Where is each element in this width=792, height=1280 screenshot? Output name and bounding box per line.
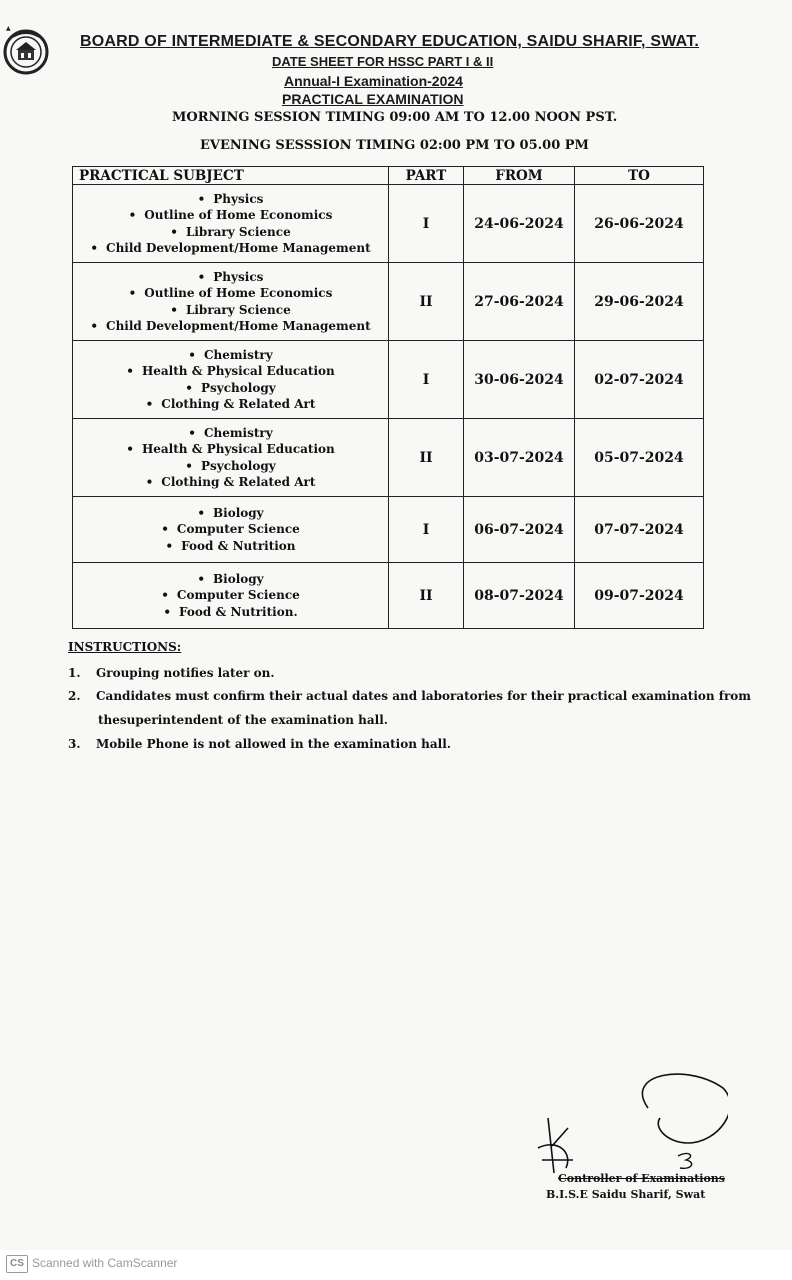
camscanner-logo-icon: CS — [6, 1255, 28, 1273]
scanner-footer — [0, 1250, 792, 1280]
instruction-number: 1. — [68, 666, 81, 680]
subject-list — [73, 425, 388, 491]
subject-item: • Child Development/Home Management — [73, 240, 388, 257]
instructions-heading: INSTRUCTIONS: — [68, 640, 182, 654]
signatory-title: Controller of Examinations — [558, 1172, 725, 1185]
subject-item: • Outline of Home Economics — [73, 207, 388, 224]
subject-item: • Child Development/Home Management — [73, 318, 388, 335]
instruction-number: 3. — [68, 737, 81, 751]
instruction-text: Mobile Phone is not allowed in the examination hall. — [96, 737, 451, 751]
subject-item: • Clothing & Related Art — [73, 396, 388, 413]
table-row — [73, 497, 704, 563]
subject-item: • Computer Science — [73, 587, 388, 604]
to-date-cell: 07-07-2024 — [575, 497, 704, 563]
scanner-watermark-text: Scanned with CamScanner — [32, 1256, 178, 1270]
subject-list — [73, 269, 388, 335]
table-row — [73, 185, 704, 263]
subject-cell — [73, 497, 389, 563]
controller-signature — [528, 1068, 728, 1178]
subject-item: • Health & Physical Education — [73, 363, 388, 380]
to-date-cell: 09-07-2024 — [575, 563, 704, 629]
subject-list — [73, 571, 388, 621]
subject-item: • Chemistry — [73, 347, 388, 364]
column-header-subject: PRACTICAL SUBJECT — [73, 167, 389, 185]
subject-list — [73, 347, 388, 413]
column-header-from: FROM — [464, 167, 575, 185]
part-cell: I — [389, 497, 464, 563]
subject-cell — [73, 185, 389, 263]
subject-item: • Food & Nutrition. — [73, 604, 388, 621]
to-date-cell: 02-07-2024 — [575, 341, 704, 419]
subject-item: • Psychology — [73, 458, 388, 475]
table-row — [73, 419, 704, 497]
subject-item: • Library Science — [73, 302, 388, 319]
part-cell: I — [389, 341, 464, 419]
to-date-cell: 26-06-2024 — [575, 185, 704, 263]
instruction-number: 2. — [68, 689, 81, 703]
from-date-cell: 30-06-2024 — [464, 341, 575, 419]
column-header-part: PART — [389, 167, 464, 185]
part-cell: II — [389, 563, 464, 629]
subject-item: • Physics — [73, 269, 388, 286]
board-name: BOARD OF INTERMEDIATE & SECONDARY EDUCATION, SAIDU SHARIF, SWAT. — [80, 33, 700, 50]
morning-session-timing: MORNING SESSION TIMING 09:00 AM TO 12.00 NOON PST. — [172, 110, 618, 125]
from-date-cell: 24-06-2024 — [464, 185, 575, 263]
evening-session-timing: EVENING SESSSION TIMING 02:00 PM TO 05.00 PM — [200, 138, 589, 153]
subject-cell — [73, 263, 389, 341]
subject-item: • Physics — [73, 191, 388, 208]
subject-item: • Health & Physical Education — [73, 441, 388, 458]
from-date-cell: 03-07-2024 — [464, 419, 575, 497]
from-date-cell: 06-07-2024 — [464, 497, 575, 563]
subject-cell — [73, 419, 389, 497]
subject-item: • Library Science — [73, 224, 388, 241]
subject-item: • Outline of Home Economics — [73, 285, 388, 302]
part-cell: II — [389, 263, 464, 341]
part-cell: I — [389, 185, 464, 263]
date-sheet-table — [72, 166, 704, 629]
subject-cell — [73, 563, 389, 629]
from-date-cell: 08-07-2024 — [464, 563, 575, 629]
table-row — [73, 341, 704, 419]
subject-item: • Biology — [73, 505, 388, 522]
subject-item: • Computer Science — [73, 521, 388, 538]
subject-item: • Food & Nutrition — [73, 538, 388, 555]
subject-item: • Psychology — [73, 380, 388, 397]
board-logo-icon — [2, 20, 50, 82]
instruction-text-continued: thesuperintendent of the examination hall. — [98, 713, 388, 727]
subject-item: • Clothing & Related Art — [73, 474, 388, 491]
subject-item: • Biology — [73, 571, 388, 588]
table-row — [73, 563, 704, 629]
subject-list — [73, 191, 388, 257]
table-row — [73, 263, 704, 341]
exam-type: PRACTICAL EXAMINATION — [282, 91, 464, 107]
instruction-text: Candidates must confirm their actual dates and laboratories for their practical examination from — [96, 689, 751, 703]
from-date-cell: 27-06-2024 — [464, 263, 575, 341]
table-header-row — [73, 167, 704, 185]
to-date-cell: 05-07-2024 — [575, 419, 704, 497]
exam-name: Annual-I Examination-2024 — [284, 73, 463, 89]
subject-list — [73, 505, 388, 555]
column-header-to: TO — [575, 167, 704, 185]
signatory-office: B.I.S.E Saidu Sharif, Swat — [546, 1188, 706, 1201]
subject-item: • Chemistry — [73, 425, 388, 442]
instruction-text: Grouping notifies later on. — [96, 666, 275, 680]
part-cell: II — [389, 419, 464, 497]
subject-cell — [73, 341, 389, 419]
svg-text:▲: ▲ — [6, 25, 11, 32]
to-date-cell: 29-06-2024 — [575, 263, 704, 341]
date-sheet-title: DATE SHEET FOR HSSC PART I & II — [272, 54, 494, 69]
